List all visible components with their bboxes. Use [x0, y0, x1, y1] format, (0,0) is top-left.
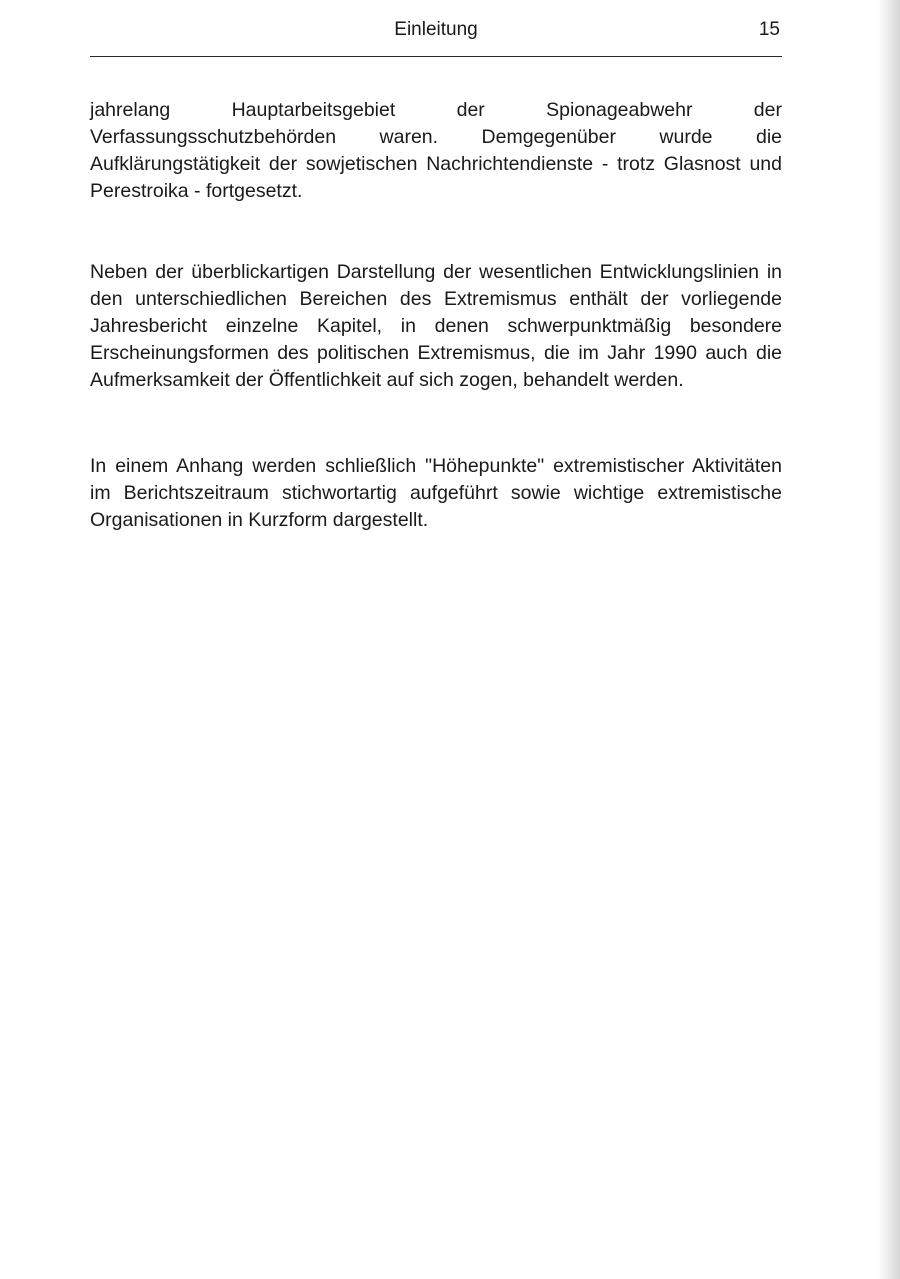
paragraph-3: In einem Anhang werden schließlich "Höhepunkte" extremistischer Aktivitäten im Berichtszeitraum stichwortartig aufgeführt sowie wichtige extremistische Organisationen in Kurzform dargestellt.	[90, 455, 782, 531]
running-title: Einleitung	[394, 19, 478, 40]
paragraph-2: Neben der überblickartigen Darstellung der wesentlichen Entwicklungslinien in den unterschiedlichen Bereichen des Extremismus enthält der vorliegende Jahresbericht einzelne Kapitel, in denen schwerpunktmäßig besondere Erscheinungsformen des politischen Extremismus, die im Jahr 1990 auch die Aufmerksamkeit der Öffentlichkeit auf sich zogen, behandelt werden.	[90, 261, 782, 391]
page-number: 15	[758, 19, 780, 40]
running-header	[90, 16, 782, 46]
page-edge-shadow	[878, 0, 900, 1279]
header-rule	[90, 56, 782, 57]
paragraph-1: jahrelang Hauptarbeitsgebiet der Spionageabwehr der Verfassungsschutzbehörden waren. Demgegenüber wurde die Aufklärungstätigkeit der sowjetischen Nachrichtendienste - trotz Glasnost und Perestroika - fortgesetzt.	[90, 99, 782, 202]
